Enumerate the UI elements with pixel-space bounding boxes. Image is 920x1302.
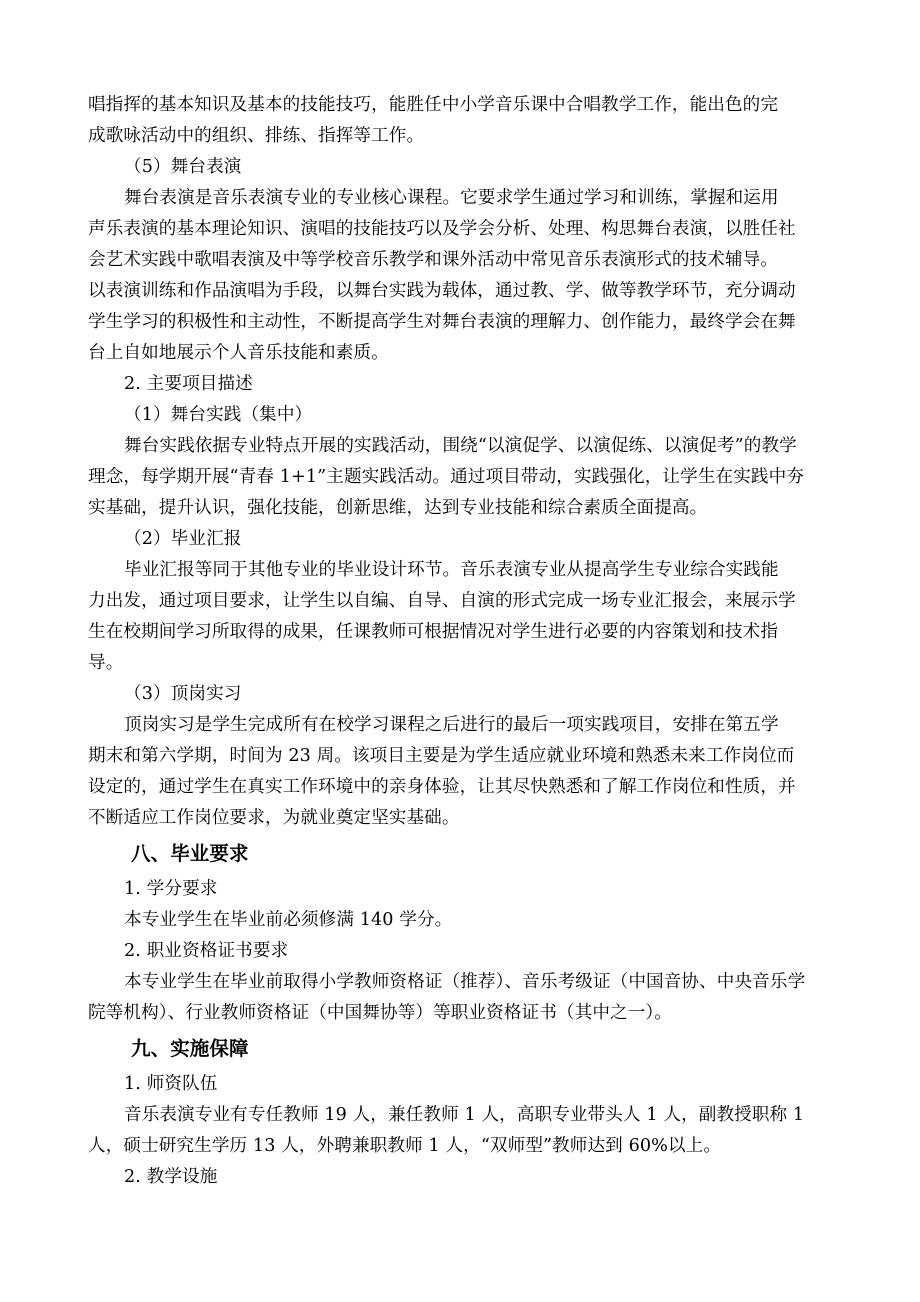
paragraph-line: 设定的，通过学生在真实工作环境中的亲身体验，让其尽快熟悉和了解工作岗位和性质，并 (88, 777, 796, 797)
subsection-heading: 2. 职业资格证书要求 (124, 941, 289, 961)
paragraph-line: 声乐表演的基本理论知识、演唱的技能技巧以及学会分析、处理、构思舞台表演，以胜任社 (88, 219, 796, 239)
paragraph-line: 台上自如地展示个人音乐技能和素质。 (88, 343, 389, 363)
paragraph-line: 成歌咏活动中的组织、排练、指挥等工作。 (88, 126, 425, 146)
subsection-heading: （2）毕业汇报 (124, 529, 242, 549)
subsection-heading: （1）舞台实践（集中） (124, 405, 313, 425)
paragraph-line: 理念，每学期开展“青春 1+1”主题实践活动。通过项目带动，实践强化，让学生在实践中夯 (88, 467, 804, 487)
paragraph-line: 舞台实践依据专业特点开展的实践活动，围绕“以演促学、以演促练、以演促考”的教学 (124, 436, 797, 456)
paragraph-line: 顶岗实习是学生完成所有在校学习课程之后进行的最后一项实践项目，安排在第五学 (124, 715, 779, 735)
paragraph-line: 音乐表演专业有专任教师 19 人，兼任教师 1 人，高职专业带头人 1 人，副教授职称 1 (124, 1105, 805, 1125)
paragraph-line: 导。 (88, 653, 124, 673)
paragraph-line: 院等机构）、行业教师资格证（中国舞协等）等职业资格证书（其中之一）。 (88, 1003, 672, 1023)
section-heading: 八、毕业要求 (131, 842, 249, 865)
subsection-heading: 1. 师资队伍 (124, 1074, 218, 1094)
section-heading: 九、实施保障 (131, 1037, 249, 1060)
subsection-heading: （3）顶岗实习 (124, 684, 242, 704)
paragraph-line: 毕业汇报等同于其他专业的毕业设计环节。音乐表演专业从提高学生专业综合实践能 (124, 560, 779, 580)
paragraph-line: 人，硕士研究生学历 13 人，外聘兼职教师 1 人，“双师型”教师达到 60%以上。 (88, 1136, 722, 1156)
paragraph-line: 唱指挥的基本知识及基本的技能技巧，能胜任中小学音乐课中合唱教学工作，能出色的完 (88, 95, 779, 115)
paragraph-line: 生在校期间学习所取得的成果，任课教师可根据情况对学生进行必要的内容策划和技术指 (88, 622, 779, 642)
paragraph-line: 力出发，通过项目要求，让学生以自编、自导、自演的形式完成一场专业汇报会，来展示学 (88, 591, 796, 611)
paragraph-line: 本专业学生在毕业前必须修满 140 学分。 (124, 910, 453, 930)
paragraph-line: 学生学习的积极性和主动性，不断提高学生对舞台表演的理解力、创作能力，最终学会在舞 (88, 312, 796, 332)
paragraph-line: 实基础，提升认识，强化技能，创新思维，达到专业技能和综合素质全面提高。 (88, 498, 708, 518)
subsection-heading: 2. 主要项目描述 (124, 374, 253, 394)
paragraph-line: 不断适应工作岗位要求，为就业奠定坚实基础。 (88, 808, 460, 828)
paragraph-line: 期末和第六学期，时间为 23 周。该项目主要是为学生适应就业环境和熟悉未来工作岗位而 (88, 746, 795, 766)
paragraph-line: 会艺术实践中歌唱表演及中等学校音乐教学和课外活动中常见音乐表演形式的技术辅导。 (88, 250, 779, 270)
paragraph-line: 舞台表演是音乐表演专业的专业核心课程。它要求学生通过学习和训练，掌握和运用 (124, 188, 779, 208)
paragraph-line: 以表演训练和作品演唱为手段，以舞台实践为载体，通过教、学、做等教学环节，充分调动 (88, 281, 796, 301)
paragraph-line: 本专业学生在毕业前取得小学教师资格证（推荐）、音乐考级证（中国音协、中央音乐学 (124, 972, 806, 992)
subsection-heading: 2. 教学设施 (124, 1167, 218, 1187)
subsection-heading: 1. 学分要求 (124, 879, 218, 899)
subsection-heading: （5）舞台表演 (124, 157, 242, 177)
